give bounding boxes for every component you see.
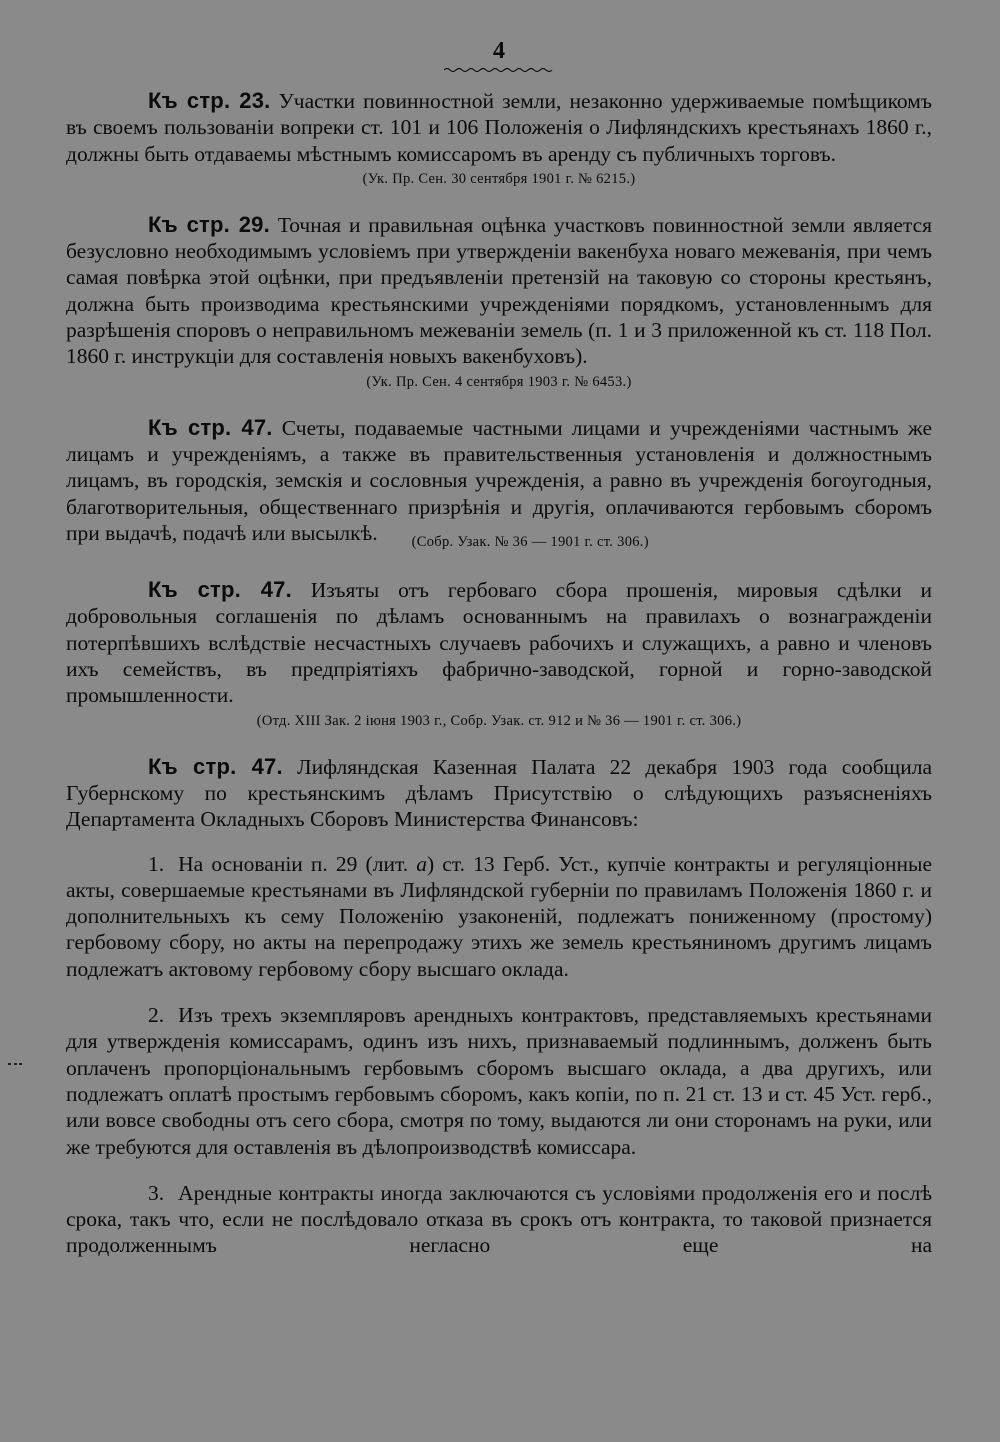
section-heading: Къ стр. 29.	[148, 211, 270, 237]
item-number: 2.	[148, 1003, 165, 1028]
item-number: 3.	[148, 1180, 165, 1205]
item-text: ) ст. 13 Герб. Уст., купчіе контракты и регуляціонные акты, совершаемые крестьянами въ Лифляндской губерніи по правиламъ Положенія 1860 г. и дополнительныхъ къ сему Положенію узаконеній, подлежатъ пониженному (простому) гербовому сбору, но акты на перепродажу этихъ же земель крестьяниномъ другимъ лицамъ подлежатъ актовому гербовому сбору высшаго оклада.	[66, 851, 933, 981]
section-heading: Къ стр. 47.	[148, 577, 292, 603]
item-text: Арендные контракты иногда заключаются съ условіями продолженія его и послѣ срока, такъ что, если не послѣдовало отказа въ срокъ отъ контракта, то таковой признается продолженнымъ негласно еще на	[66, 1180, 932, 1258]
section-text: Изъяты отъ гербоваго сбора прошенія, мировыя сдѣлки и добровольныя соглашенія по дѣламъ основаннымъ на правилахъ о вознагражденіи потерпѣвшихъ вслѣдствіе несчастныхъ случаевъ рабочихъ и служащихъ, а равно и членовъ ихъ семействъ, въ предпріятіяхъ фабрично-заводской, горной и горно-заводской промышленности.	[66, 578, 932, 708]
numbered-item-3	[66, 1180, 932, 1259]
numbered-item-2	[66, 1002, 932, 1160]
section-str-47-palata	[66, 754, 932, 833]
section-citation: (Отд. XIII Зак. 2 іюня 1903 г., Собр. Узак. ст. 912 и № 36 — 1901 г. ст. 306.)	[256, 712, 742, 729]
section-str-23	[66, 88, 932, 190]
section-text: Лифляндская Казенная Палата 22 декабря 1903 года сообщила Губернскому по крестьянскимъ дѣламъ Присутствію о слѣдующихъ разъясненіяхъ Департамента Окладныхъ Сборовъ Министерства Финансовъ:	[66, 754, 933, 832]
section-text: Точная и правильная оцѣнка участковъ повинностной земли является безусловно необходимымъ условіемъ при утвержденіи вакенбуха новаго межеванія, при чемъ самая повѣрка этой оцѣнки, при предъявленіи претензій на таковую со стороны крестьянъ, должна быть производима крестьянскими учрежденіями порядкомъ, установленнымъ для разрѣшенія споровъ о неправильномъ межеваніи земель (п. 1 и 3 приложенной къ ст. 118 Пол. 1860 г. инструкціи для составленія новыхъ вакенбуховъ).	[66, 212, 932, 369]
section-paragraph	[66, 754, 932, 833]
section-paragraph	[66, 415, 932, 555]
section-paragraph	[66, 577, 932, 708]
section-str-29	[66, 212, 932, 393]
section-citation: (Ук. Пр. Сен. 4 сентября 1903 г. № 6453.)	[366, 373, 632, 390]
section-citation: (Собр. Узак. № 36 — 1901 г. ст. 306.)	[411, 533, 649, 550]
document-page	[66, 36, 932, 1279]
numbered-item-1	[66, 851, 932, 982]
wavy-rule-ornament	[444, 66, 554, 74]
section-paragraph	[66, 88, 932, 167]
section-str-47-izyaty	[66, 577, 932, 731]
section-text: Участки повинностной земли, незаконно удерживаемые помѣщикомъ въ своемъ пользованіи вопреки ст. 101 и 106 Положенія о Лифляндскихъ крестьянахъ 1860 г., должны быть отдаваемы мѣстнымъ комиссаромъ въ аренду съ публичныхъ торговъ.	[66, 89, 932, 166]
margin-ink-mark	[8, 1062, 22, 1066]
section-str-47-schety	[66, 415, 932, 555]
section-heading: Къ стр. 23.	[148, 88, 271, 113]
section-heading: Къ стр. 47.	[148, 414, 273, 440]
page-number: 4	[493, 38, 505, 64]
item-text: На основаніи п. 29 (лит.	[178, 851, 417, 876]
section-heading: Къ стр. 47.	[148, 753, 283, 779]
section-text: Счеты, подаваемые частными лицами и учрежденіями частнымъ же лицамъ и учрежденіямъ, а также въ правительственныя установленія и должностнымъ лицамъ, въ городскія, земскія и сословныя учрежденія, а равно въ учрежденія богоугодныя, благотворительныя, общественнаго призрѣнія и другія, оплачиваются гербовымъ сборомъ при выдачѣ, подачѣ или высылкѣ.	[66, 415, 932, 545]
item-italic-letter: а	[416, 851, 427, 876]
item-text: Изъ трехъ экземпляровъ арендныхъ контрактовъ, представляемыхъ крестьянами для утвержденія комиссарамъ, одинъ изъ нихъ, признаваемый подлиннымъ, долженъ быть оплаченъ пропорціональнымъ гербовымъ сборомъ высшаго оклада, а два другихъ, или подлежатъ оплатѣ простымъ гербовымъ сборомъ, какъ копіи, по п. 21 ст. 13 и ст. 45 Уст. герб., или вовсе свободны отъ сего сбора, смотря по тому, выдаются ли они сторонамъ на руки, или же требуются для оставленія въ дѣлопроизводствѣ комиссара.	[66, 1003, 932, 1159]
section-paragraph	[66, 212, 932, 370]
section-citation: (Ук. Пр. Сен. 30 сентября 1901 г. № 6215.)	[362, 170, 636, 187]
item-number: 1.	[148, 851, 165, 876]
